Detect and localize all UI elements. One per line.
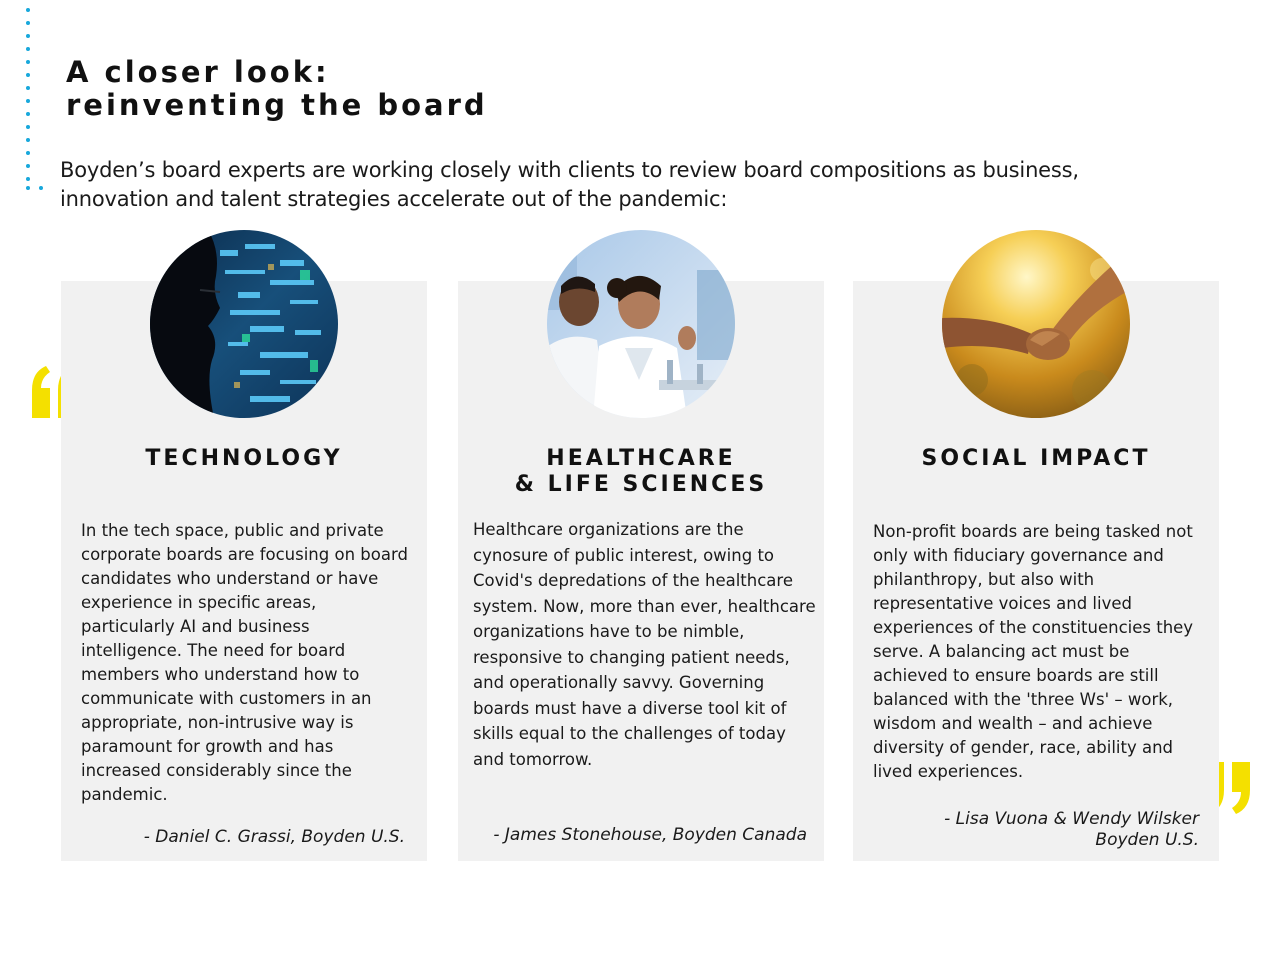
card-heading (61, 446, 427, 472)
card-heading (853, 446, 1219, 472)
healthcare-photo (547, 230, 735, 418)
card-body-text: Non-profit boards are being tasked not only with fiduciary governance and philanthropy, but also with representative voices and lived experiences of the constituencies they serve. A balancing act must be achieved to ensure boards are still balanced with the 'three Ws' – work, wisdom and wealth – and achieve diversity of gender, race, ability and lived experiences. (873, 522, 1194, 781)
technology-card (61, 281, 427, 861)
social-impact-photo (942, 230, 1130, 418)
card-body-text: In the tech space, public and private corporate boards are focusing on board candidates who understand or have experience in specific areas, particularly AI and business intelligence. The need for board members who understand how to communicate with customers in an appropriate, non-intrusive way is paramount for growth and has increased considerably since the pandemic. (81, 521, 408, 804)
card-attribution (493, 825, 807, 846)
attribution-line: - Daniel C. Grassi, Boyden U.S. (143, 827, 405, 847)
card-heading (458, 446, 824, 498)
attribution-line: - Lisa Vuona & Wendy Wilsker (944, 809, 1199, 829)
social-impact-card (853, 281, 1219, 861)
page-title (66, 56, 488, 122)
attribution-line: - James Stonehouse, Boyden Canada (493, 825, 807, 845)
attribution-line: Boyden U.S. (1095, 830, 1199, 850)
card-body-text: Healthcare organizations are the cynosure of public interest, owing to Covid's depredations of the healthcare system. Now, more than ever, healthcare organizations have to be nimble, responsive to changing patient needs, and operationally savvy. Governing boards must have a diverse tool kit of skills equal to the challenges of today and tomorrow. (473, 520, 816, 769)
card-heading-line: TECHNOLOGY (145, 446, 343, 471)
title-line-1: A closer look: (66, 55, 330, 89)
healthcare-card (458, 281, 824, 861)
technology-photo (150, 230, 338, 418)
decorative-dot-line (22, 8, 52, 198)
card-attribution (144, 827, 405, 848)
title-line-2: reinventing the board (66, 88, 488, 122)
card-heading-line: HEALTHCARE (546, 446, 736, 471)
intro-text: Boyden’s board experts are working closely with clients to review board compositions as business, innovation and talent strategies accelerate out of the pandemic: (60, 158, 1079, 211)
card-heading-line: & LIFE SCIENCES (514, 472, 768, 497)
card-attribution (944, 809, 1199, 851)
card-heading-line: SOCIAL IMPACT (921, 446, 1151, 471)
